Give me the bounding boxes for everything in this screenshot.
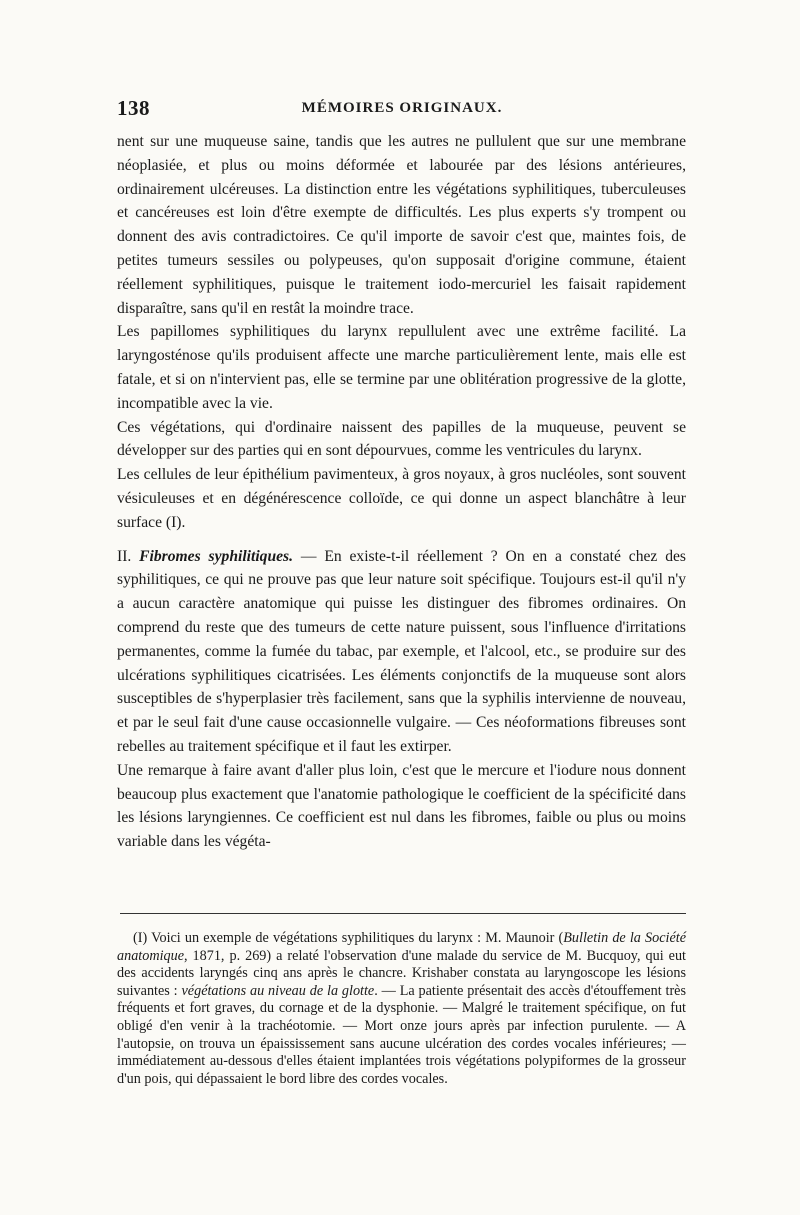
running-head: MÉMOIRES ORIGINAUX. — [301, 100, 503, 116]
paragraph: Ces végétations, qui d'ordinaire naissent des papilles de la muqueuse, peuvent se développer sur des parties qui en sont dépourvues, comme les ventricules du larynx. — [117, 418, 686, 460]
section-number: II. — [117, 547, 132, 565]
section-title: Fibromes syphilitiques. — [139, 547, 294, 565]
paragraph: Une remarque à faire avant d'aller plus loin, c'est que le mercure et l'iodure nous donnent beaucoup plus exactement que l'anatomie pathologique le coefficient de la spécificité dans les lésions laryngiennes. Ce coefficient est nul dans les fibromes, faible ou plus ou moins variable dans les végéta- — [117, 761, 686, 851]
footnote-lesion: végétations au niveau de la glotte — [181, 982, 375, 999]
footnote-rest: . — La patiente présentait des accès d'étouffement très fréquents et fort graves, du cornage et de la dysphonie. — Malgré le traitement spécifique, on fut obligé d'en venir à la trachéotomie. — Mort onze jours après par infection purulente. — A l'autopsie, on trouva un épaississement sans aucune ulcération des cordes vocales inférieures; — immédiatement au-dessous d'elles étaient implantées trois végétations polypiformes de la grosseur d'un pois, qui dépassaient le bord libre des cordes vocales. — [117, 982, 686, 1087]
footnote-intro: (I) Voici un exemple de végétations syphilitiques du larynx : M. Maunoir ( — [133, 930, 564, 946]
page-number: 138 — [117, 96, 150, 120]
section-text: — En existe-t-il réellement ? On en a constaté chez des syphilitiques, ce qui ne prouve pas que leur nature soit spécifique. Toujours est-il qu'il n'y a aucun caractère anatomique qui puisse les distinguer des fibromes ordinaires. On comprend du reste que des tumeurs de cette nature puissent, sous l'influence d'irritations permanentes, comme la fumée du tabac, par exemple, et l'alcool, etc., se produire sur des ulcérations syphilitiques cicatrisées. Les éléments conjonctifs de la muqueuse sont alors susceptibles de s'hyperplasier très facilement, sans que la syphilis intervienne de nouveau, et par le seul fait d'une cause occasionnelle vulgaire. — Ces néoformations fibreuses sont rebelles au traitement spécifique et il faut les extirper. — [117, 547, 686, 755]
footnote-rule — [120, 913, 686, 914]
paragraph: Les papillomes syphilitiques du larynx repullulent avec une extrême facilité. La laryngosténose qu'ils produisent affecte une marche particulièrement lente, mais elle est fatale, et si on n'intervient pas, elle se termine par une oblitération progressive de la glotte, incompatible avec la vie. — [117, 323, 686, 412]
footnote-mid: , 1871, p. 269) a relaté l'observation d'une malade du service de M. Bucquoy, qui eut des accidents laryngés cinq ans après le chancre. Krishaber constata au laryngoscope les lésions suivantes : — [117, 947, 686, 999]
paragraph: nent sur une muqueuse saine, tandis que les autres ne pullulent que sur une membrane néoplasiée, et plus ou moins déformée et labourée par des lésions antérieures, ordinairement ulcéreuses. La distinction entre les végétations syphilitiques, tuberculeuses et cancéreuses est loin d'être exempte de difficultés. Les plus experts s'y trompent ou donnent des avis contradictoires. Ce qu'il importe de savoir c'est que, maintes fois, de petites tumeurs sessiles ou polypeuses, qu'on supposait d'origine commune, étaient réellement syphilitiques, puisque le traitement iodo-mercuriel les faisait rapidement disparaître, sans qu'il en restât la moindre trace. — [117, 133, 686, 317]
footnote-journal: Bulletin de la Société anatomique — [117, 930, 686, 964]
page-header — [117, 96, 687, 126]
body-text — [117, 130, 686, 854]
footnote — [117, 930, 686, 1088]
paragraph: Les cellules de leur épithélium pavimenteux, à gros noyaux, à gros nucléoles, sont souvent vésiculeuses et en dégénérescence colloïde, ce qui donne un aspect blanchâtre à leur surface (I). — [117, 466, 686, 531]
section-paragraph — [117, 545, 686, 759]
